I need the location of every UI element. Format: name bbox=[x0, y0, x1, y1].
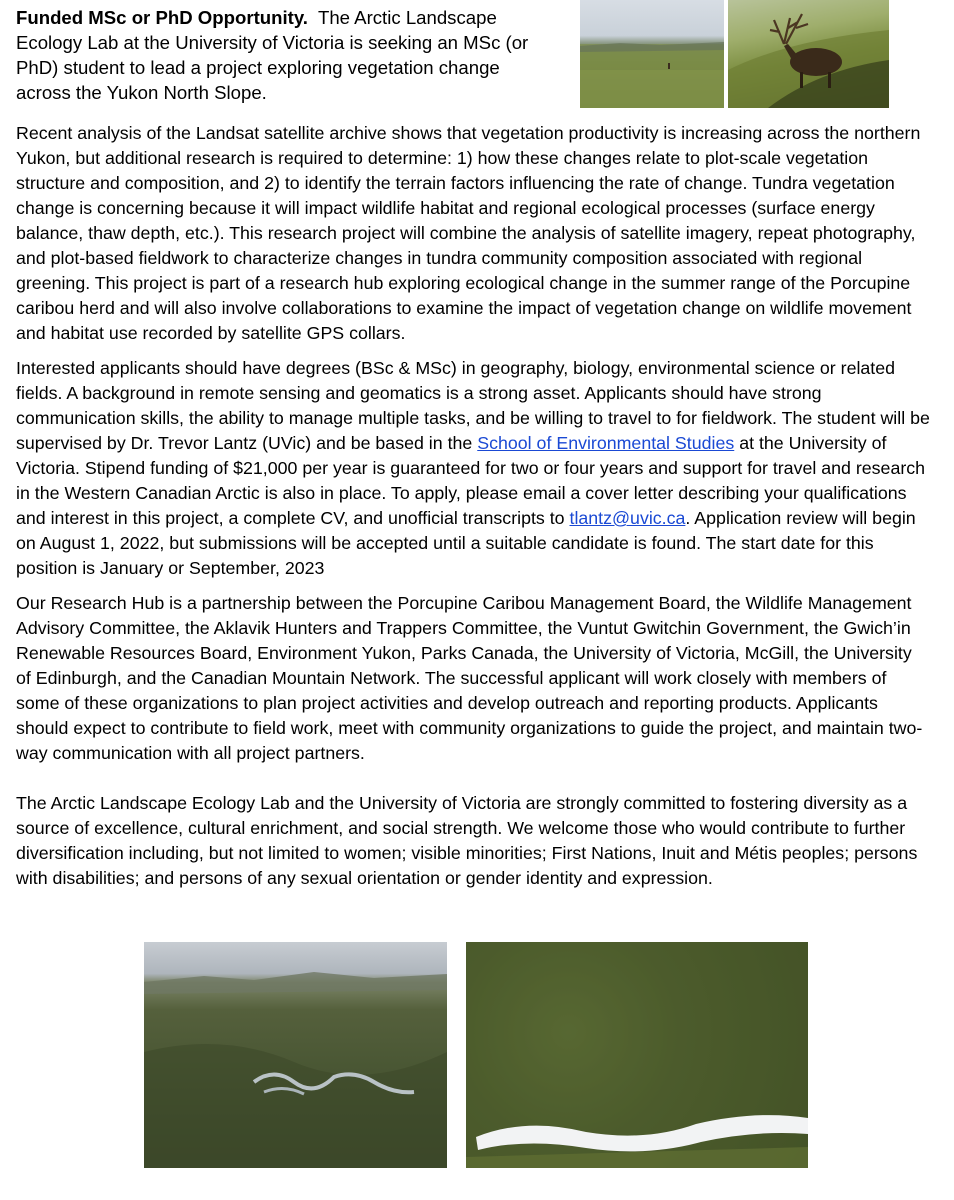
school-of-environmental-studies-link[interactable]: School of Environmental Studies bbox=[477, 433, 735, 453]
email-link[interactable]: tlantz@uvic.ca bbox=[569, 508, 686, 528]
river-valley-aerial-photo bbox=[144, 942, 447, 1168]
caribou-herd-aerial-photo bbox=[466, 942, 808, 1168]
intro-text: The Arctic Landscape Ecology Lab at the University of Victoria is seeking an MSc (or PhD) student to lead a project exploring vegetation change across the Yukon North Slope. bbox=[16, 7, 529, 103]
intro-paragraph bbox=[16, 5, 556, 105]
applicants-text-3: . Application review will begin on August 1, 2022, but submissions will be accepted until a suitable candidate is found. The start date for this position is January or September, 2023 bbox=[16, 508, 916, 578]
paragraph-research-hub: Our Research Hub is a partnership between the Porcupine Caribou Management Board, the Wildlife Management Advisory Committee, the Aklavik Hunters and Trappers Committee, the Vuntut Gwitchin Government, the Gwich’in Renewable Resources Board, Environment Yukon, Parks Canada, the University of Victoria, McGill, the University of Edinburgh, and the Canadian Mountain Network. The successful applicant will work closely with members of some of these organizations to plan project activities and develop outreach and reporting products. Applicants should expect to contribute to field work, meet with community organizations to guide the project, and maintain two-way communication with all project partners. bbox=[16, 593, 923, 763]
paragraph-applicants bbox=[16, 356, 931, 581]
intro-heading: Funded MSc or PhD Opportunity. bbox=[16, 7, 308, 28]
valley-photo-art bbox=[144, 942, 447, 1168]
paragraph-diversity: The Arctic Landscape Ecology Lab and the University of Victoria are strongly committed to fostering diversity as a source of excellence, cultural enrichment, and social strength. We welcome those who would contribute to further diversification including, but not limited to women; visible minorities; First Nations, Inuit and Métis peoples; persons with disabilities; and persons of any sexual orientation or gender identity and expression. bbox=[16, 793, 918, 888]
applicants-text-1: Interested applicants should have degrees (BSc & MSc) in geography, biology, environmental science or related fields. A background in remote sensing and geomatics is a strong asset. Applicants should have strong communication skills, the ability to manage multiple tasks, and be willing to travel to for fieldwork. The student will be supervised by Dr. Trevor Lantz (UVic) and be based in the bbox=[16, 358, 930, 453]
paragraph-research: Recent analysis of the Landsat satellite archive shows that vegetation productivity is increasing across the northern Yukon, but additional research is required to determine: 1) how these changes relate to plot-scale vegetation structure and composition, and 2) to identify the terrain factors influencing the rate of change. Tundra vegetation change is concerning because it will impact wildlife habitat and regional ecological processes (surface energy balance, thaw depth, etc.). This research project will combine the analysis of satellite imagery, repeat photography, and plot-based fieldwork to characterize changes in tundra community composition associated with regional greening. This project is part of a research hub exploring ecological change in the summer range of the Porcupine caribou herd and will also involve collaborations to examine the impact of vegetation change on wildlife movement and habitat use recorded by satellite GPS collars. bbox=[16, 123, 921, 343]
applicants-text-2: at the University of Victoria. Stipend funding of $21,000 per year is guaranteed for two or four years and support for travel and research in the Western Canadian Arctic is also in place. To apply, please email a cover letter describing your qualifications and interest in this project, a complete CV, and unofficial transcripts to bbox=[16, 433, 926, 528]
herd-photo-art bbox=[466, 942, 808, 1168]
